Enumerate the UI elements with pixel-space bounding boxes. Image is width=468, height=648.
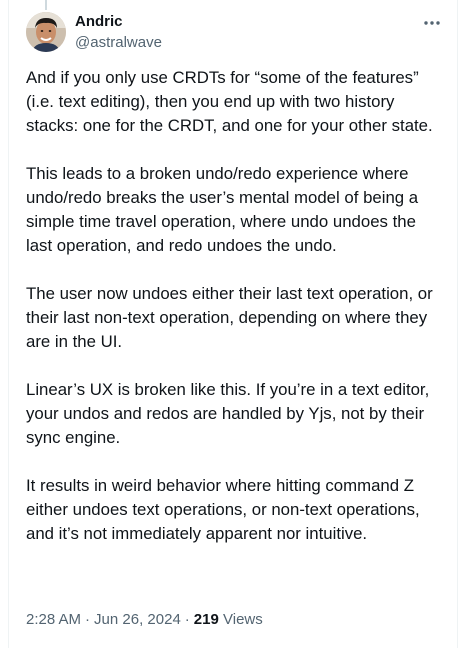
more-horizontal-icon	[423, 20, 441, 26]
author-display-name[interactable]: Andric	[75, 13, 123, 30]
views-label: Views	[223, 611, 263, 628]
tweet-text	[26, 66, 446, 546]
tweet-meta	[26, 610, 263, 630]
tweet-paragraph: Linear’s UX is broken like this. If you’re in a text editor, your undos and redos are handled by Yjs, not by their sync engine.	[26, 380, 430, 447]
more-options-button[interactable]	[418, 12, 446, 34]
views-link[interactable]	[194, 611, 263, 628]
tweet-paragraph: This leads to a broken undo/redo experience where undo/redo breaks the user’s mental model of being a simple time travel operation, where undo undoes the last operation, and redo undoes the undo.	[26, 164, 419, 255]
author-handle[interactable]: @astralwave	[75, 34, 162, 51]
tweet-paragraph: It results in weird behavior where hitting command Z either undoes text operations, or non-text operations, and it’s not immediately apparent nor intuitive.	[26, 476, 420, 543]
meta-separator: ·	[184, 611, 190, 628]
meta-separator: ·	[85, 611, 91, 628]
tweet-time: 2:28 AM	[26, 611, 82, 628]
avatar[interactable]	[26, 12, 66, 52]
tweet-date: Jun 26, 2024	[94, 611, 181, 628]
tweet-timestamp-link[interactable]	[26, 611, 181, 628]
thread-connector-line	[45, 0, 47, 10]
tweet-paragraph: The user now undoes either their last text operation, or their last non-text operation, depending on where they are in the UI.	[26, 284, 433, 351]
views-count: 219	[193, 611, 219, 628]
tweet-paragraph: And if you only use CRDTs for “some of the features” (i.e. text editing), then you end up with two history stacks: one for the CRDT, and one for your other state.	[26, 68, 433, 135]
author-block	[75, 13, 162, 52]
